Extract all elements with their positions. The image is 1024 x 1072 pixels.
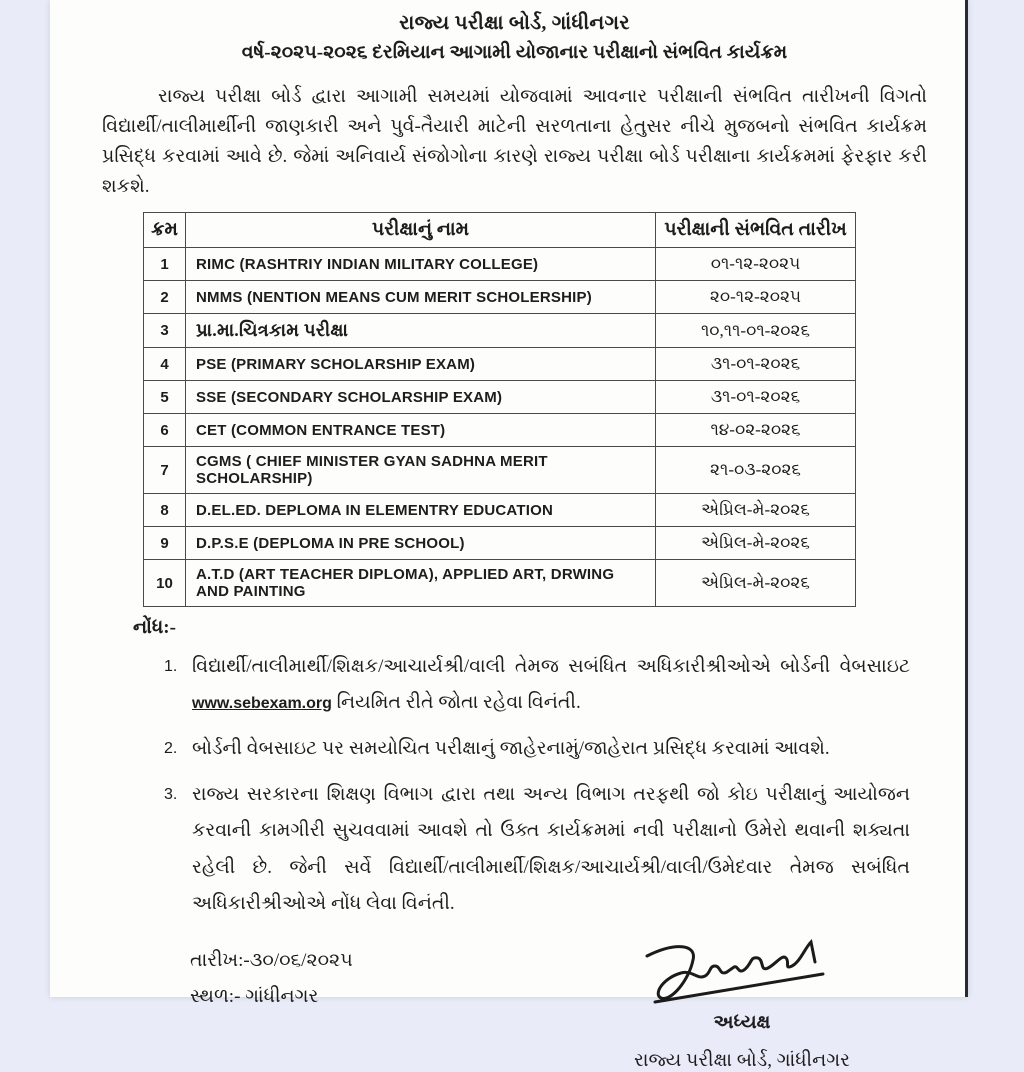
- cell-exam-name: SSE (SECONDARY SCHOLARSHIP EXAM): [186, 381, 656, 414]
- note-text: બોર્ડની વેબસાઇટ પર સમયોચિત પરીક્ષાનું જાહેરનામું/જાહેરાત પ્રસિદ્ધ કરવામાં આવશે.: [192, 738, 830, 760]
- notes-heading: નોંધ:-: [133, 617, 176, 639]
- note-number: 3.: [164, 786, 178, 804]
- cell-exam-name: PSE (PRIMARY SCHOLARSHIP EXAM): [186, 348, 656, 381]
- cell-exam-date: ૧૪-૦૨-૨૦૨૬: [656, 414, 856, 447]
- table-header-row: [144, 213, 856, 248]
- cell-exam-date: ૩૧-૦૧-૨૦૨૬: [656, 348, 856, 381]
- note-number: 1.: [164, 658, 178, 676]
- note-item: [164, 731, 910, 767]
- table-row: [144, 447, 856, 494]
- table-row: [144, 248, 856, 281]
- cell-exam-name: CGMS ( CHIEF MINISTER GYAN SADHNA MERIT SCHOLARSHIP): [186, 447, 656, 494]
- table-row: [144, 381, 856, 414]
- table-row: [144, 560, 856, 607]
- signature-block: [627, 936, 857, 1072]
- document-footer: [102, 936, 927, 1072]
- cell-exam-name: D.P.S.E (DEPLOMA IN PRE SCHOOL): [186, 527, 656, 560]
- table-row: [144, 314, 856, 348]
- document-title: રાજ્ય પરીક્ષા બોર્ડ, ગાંધીનગર: [399, 12, 630, 34]
- note-text-post: નિયમિત રીતે જોતા રહેવા વિનંતી.: [331, 692, 581, 714]
- document-page: [50, 0, 968, 1071]
- cell-serial: 7: [144, 447, 186, 494]
- board-website-link[interactable]: www.sebexam.org: [192, 695, 332, 713]
- table-row: [144, 494, 856, 527]
- cell-exam-name: NMMS (NENTION MEANS CUM MERIT SCHOLERSHIP): [186, 281, 656, 314]
- header-serial: ક્રમ: [144, 213, 186, 248]
- note-text: [192, 649, 910, 721]
- cell-serial: 5: [144, 381, 186, 414]
- note-text: રાજ્ય સરકારના શિક્ષણ વિભાગ દ્વારા તથા અન્ય વિભાગ તરફથી જો કોઇ પરીક્ષાનું આયોજન કરવાની કામગીરી સુચવવામાં આવશે તો ઉક્ત કાર્યક્રમમાં નવી પરીક્ષાનો ઉમેરો થવાની શક્યતા રહેલી છે. જેની સર્વે વિદ્યાર્થી/તાલીમાર્થી/શિક્ષક/આચાર્યશ્રી/વાલી/ઉમેદવાર તેમજ સબંધિત અધિકારીશ્રીઓએ નોંધ લેવા વિનંતી.: [192, 784, 910, 914]
- cell-serial: 1: [144, 248, 186, 281]
- cell-exam-date: એપ્રિલ-મે-૨૦૨૬: [656, 560, 856, 607]
- note-text-pre: વિદ્યાર્થી/તાલીમાર્થી/શિક્ષક/આચાર્યશ્રી/વાલી તેમજ સબંધિત અધિકારીશ્રીઓએ બોર્ડની વેબસાઇટ: [192, 656, 910, 678]
- note-item: [164, 649, 910, 721]
- cell-serial: 3: [144, 314, 186, 348]
- cell-exam-name: CET (COMMON ENTRANCE TEST): [186, 414, 656, 447]
- cell-exam-date: ૦૧-૧૨-૨૦૨૫: [656, 248, 856, 281]
- cell-exam-date: એપ્રિલ-મે-૨૦૨૬: [656, 494, 856, 527]
- note-number: 2.: [164, 740, 178, 758]
- cell-serial: 10: [144, 560, 186, 607]
- note-item: [164, 777, 910, 921]
- header-exam-date: પરીક્ષાની સંભવિત તારીખ: [656, 213, 856, 248]
- table-row: [144, 527, 856, 560]
- cell-serial: 9: [144, 527, 186, 560]
- cell-exam-date: ૩૧-૦૧-૨૦૨૬: [656, 381, 856, 414]
- cell-exam-name: પ્રા.મા.ચિત્રકામ પરીક્ષા: [186, 314, 656, 348]
- issue-date: તારીખ:-૩૦/૦૬/૨૦૨૫: [190, 949, 353, 971]
- signatory-role: અધ્યક્ષ: [713, 1011, 771, 1033]
- document-subtitle: વર્ષ-૨૦૨૫-૨૦૨૬ દરમિયાન આગામી યોજાનાર પરીક્ષાનો સંભવિત કાર્યક્રમ: [241, 42, 788, 63]
- cell-serial: 6: [144, 414, 186, 447]
- intro-paragraph: રાજ્ય પરીક્ષા બોર્ડ દ્વારા આગામી સમયમાં યોજવામાં આવનાર પરીક્ષાની સંભવિત તારીખની વિગતો વિદ્યાર્થી/તાલીમાર્થીની જાણકારી અને પુર્વ-તૈયારી માટેની સરળતાના હેતુસર નીચે મુજબનો સંભવિત કાર્યક્રમ પ્રસિદ્ધ કરવામાં આવે છે. જેમાં અનિવાર્ય સંજોગોના કારણે રાજ્ય પરીક્ષા બોર્ડ પરીક્ષાના કાર્યક્રમમાં ફેરફાર કરી શકશે.: [102, 86, 927, 198]
- exam-schedule-table: [143, 212, 856, 607]
- cell-exam-name: RIMC (RASHTRIY INDIAN MILITARY COLLEGE): [186, 248, 656, 281]
- issue-place: સ્થળ:- ગાંધીનગર: [190, 985, 319, 1007]
- cell-serial: 2: [144, 281, 186, 314]
- table-row: [144, 414, 856, 447]
- signature-handwriting: [627, 936, 857, 1018]
- cell-exam-date: ૧૦,૧૧-૦૧-૨૦૨૬: [656, 314, 856, 348]
- cell-exam-date: એપ્રિલ-મે-૨૦૨૬: [656, 527, 856, 560]
- cell-serial: 4: [144, 348, 186, 381]
- table-row: [144, 281, 856, 314]
- cell-exam-date: ૨૦-૧૨-૨૦૨૫: [656, 281, 856, 314]
- cell-exam-date: ૨૧-૦૩-૨૦૨૬: [656, 447, 856, 494]
- table-row: [144, 348, 856, 381]
- cell-exam-name: A.T.D (ART TEACHER DIPLOMA), APPLIED ART, DRWING AND PAINTING: [186, 560, 656, 607]
- header-exam-name: પરીક્ષાનું નામ: [186, 213, 656, 248]
- cell-exam-name: D.EL.ED. DEPLOMA IN ELEMENTRY EDUCATION: [186, 494, 656, 527]
- signatory-organization: રાજ્ય પરીક્ષા બોર્ડ, ગાંધીનગર: [634, 1049, 850, 1071]
- cell-serial: 8: [144, 494, 186, 527]
- document-content: [50, 0, 965, 1072]
- footer-date-place: [190, 936, 353, 1072]
